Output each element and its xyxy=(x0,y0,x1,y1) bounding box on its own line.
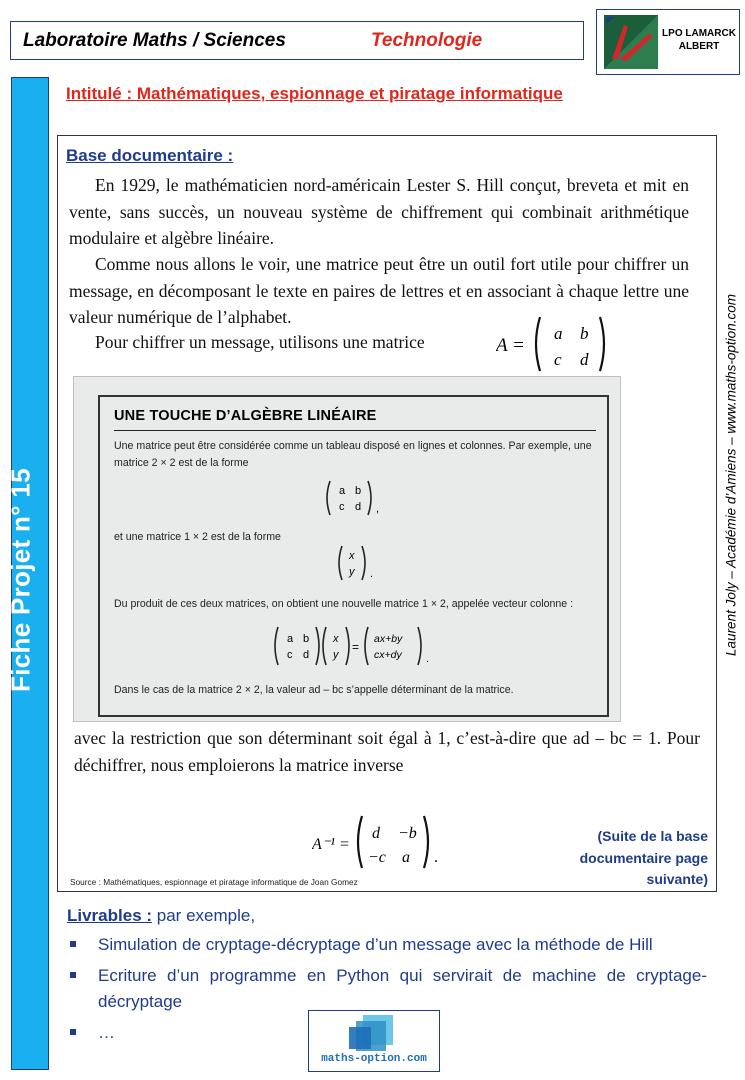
header-banner xyxy=(10,21,584,60)
matrix-a-cell: d xyxy=(580,350,589,369)
bullet-square-icon xyxy=(70,972,76,978)
doc-paragraph-2: Comme nous allons le voir, une matrice peut être un outil fort utile pour chiffrer un message, en décomposant le texte en paires de lettres et en associant à chaque lettre une valeur numérique de l’alphabet. xyxy=(69,254,689,327)
matrix-cell: a xyxy=(287,633,294,645)
matrix-punct: , xyxy=(376,503,380,515)
header-lab-title: Laboratoire Maths / Sciences xyxy=(23,30,286,51)
matrix-cell: x xyxy=(349,550,355,562)
source-citation: Source : Mathématiques, espionnage et piratage informatique de Joan Gomez xyxy=(70,877,358,887)
inset-matrix-2x2 xyxy=(322,478,392,518)
logo-line-2: ALBERT xyxy=(678,41,720,52)
matrix-a-cell: a xyxy=(554,324,563,343)
matrix-punct: . xyxy=(426,653,430,665)
school-logo-icon xyxy=(604,15,658,69)
list-item xyxy=(67,932,707,959)
inset-matrix-product xyxy=(270,624,440,668)
header-tech-title: Technologie xyxy=(371,30,483,51)
matrix-a-label: A = xyxy=(496,335,525,356)
livrables-label: Livrables : xyxy=(67,906,153,925)
inset-matrix-1x2 xyxy=(334,543,384,583)
matrix-cell: a xyxy=(402,849,410,866)
inset-divider xyxy=(114,430,596,431)
doc-paragraph-1: En 1929, le mathématicien nord-américain Lester S. Hill conçut, breveta et mit en vente, sans succès, un nouveau système de chiffrement qui combinait arithmétique modulaire et algèbre linéaire. xyxy=(69,175,689,248)
matrix-a xyxy=(496,313,616,375)
doc-paragraph-4: avec la restriction que son déterminant soit égal à 1, c’est-à-dire que ad – bc = 1. Pour déchiffrer, nous emploierons la matrice inverse xyxy=(74,728,700,775)
page-title: Intitulé : Mathématiques, espionnage et piratage informatique xyxy=(66,84,563,103)
bracket-left xyxy=(536,317,540,371)
doc-heading: Base documentaire : xyxy=(66,146,234,165)
matrix-cell: d xyxy=(372,825,380,842)
matrix-cell: y xyxy=(333,649,339,661)
bullet-square-icon xyxy=(70,941,76,947)
matrix-cell: ax+by xyxy=(374,633,403,645)
matrix-inverse xyxy=(312,812,452,872)
bullet-square-icon xyxy=(70,1029,76,1035)
sidebar-project-label: Fiche Projet n° 15 xyxy=(5,468,36,692)
matrix-cell: x xyxy=(333,633,339,645)
matrix-cell: cx+dy xyxy=(374,649,402,661)
inset-text-1: Une matrice peut être considérée comme un tableau disposé en lignes et colonnes. Par exemple, une matrice 2 × 2 est de la forme xyxy=(114,440,592,469)
matrix-cell: a xyxy=(339,485,346,497)
inset-text-2: et une matrice 1 × 2 est de la forme xyxy=(114,531,281,543)
list-item-text: Simulation de cryptage-décryptage d’un message avec la méthode de Hill xyxy=(98,935,653,954)
matrix-cell: y xyxy=(349,566,355,578)
matrix-cell: b xyxy=(355,485,362,497)
maths-option-logo xyxy=(308,1010,440,1072)
continue-note: (Suite de la base documentaire page suivante) xyxy=(579,828,708,887)
matrix-punct: . xyxy=(370,568,374,580)
maths-option-logo-icon xyxy=(349,1015,399,1051)
livrables-heading xyxy=(67,906,255,926)
inset-text-4: Dans le cas de la matrice 2 × 2, la valeur ad – bc s’appelle déterminant de la matrice. xyxy=(114,684,514,696)
matrix-cell: −c xyxy=(368,849,386,866)
inset-text-3-content: Du produit de ces deux matrices, on obtient une nouvelle matrice 1 × 2, appelée vecteur colonne : xyxy=(114,598,574,610)
list-item-text: … xyxy=(98,1022,115,1042)
logo-line-1: LPO LAMARCK xyxy=(662,28,736,39)
matrix-cell: d xyxy=(303,649,310,661)
matrix-cell: d xyxy=(355,501,362,513)
matrix-a-cell: c xyxy=(554,350,562,369)
matrix-cell: b xyxy=(303,633,310,645)
matrix-inverse-label: A⁻¹ = xyxy=(312,836,350,853)
bracket-right xyxy=(600,317,604,371)
matrix-punct: . xyxy=(434,849,438,866)
list-item xyxy=(67,963,707,1016)
matrix-cell: −b xyxy=(398,825,417,842)
list-item-text: Ecriture d’un programme en Python qui servirait de machine de cryptage-décryptage xyxy=(98,965,707,1011)
doc-paragraph-3: Pour chiffrer un message, utilisons une matrice xyxy=(95,332,425,352)
author-credit: Laurent Joly – Académie d’Amiens – www.maths-option.com xyxy=(723,294,739,656)
matrix-equals: = xyxy=(352,640,360,654)
inset-title: UNE TOUCHE D’ALGÈBRE LINÉAIRE xyxy=(114,408,377,424)
matrix-cell: c xyxy=(339,501,345,513)
maths-option-logo-text: maths-option.com xyxy=(321,1053,427,1065)
matrix-a-cell: b xyxy=(580,324,589,343)
livrables-intro: par exemple, xyxy=(152,906,256,925)
inset-text-3 xyxy=(114,596,573,613)
school-logo xyxy=(596,9,740,75)
matrix-cell: c xyxy=(287,649,293,661)
